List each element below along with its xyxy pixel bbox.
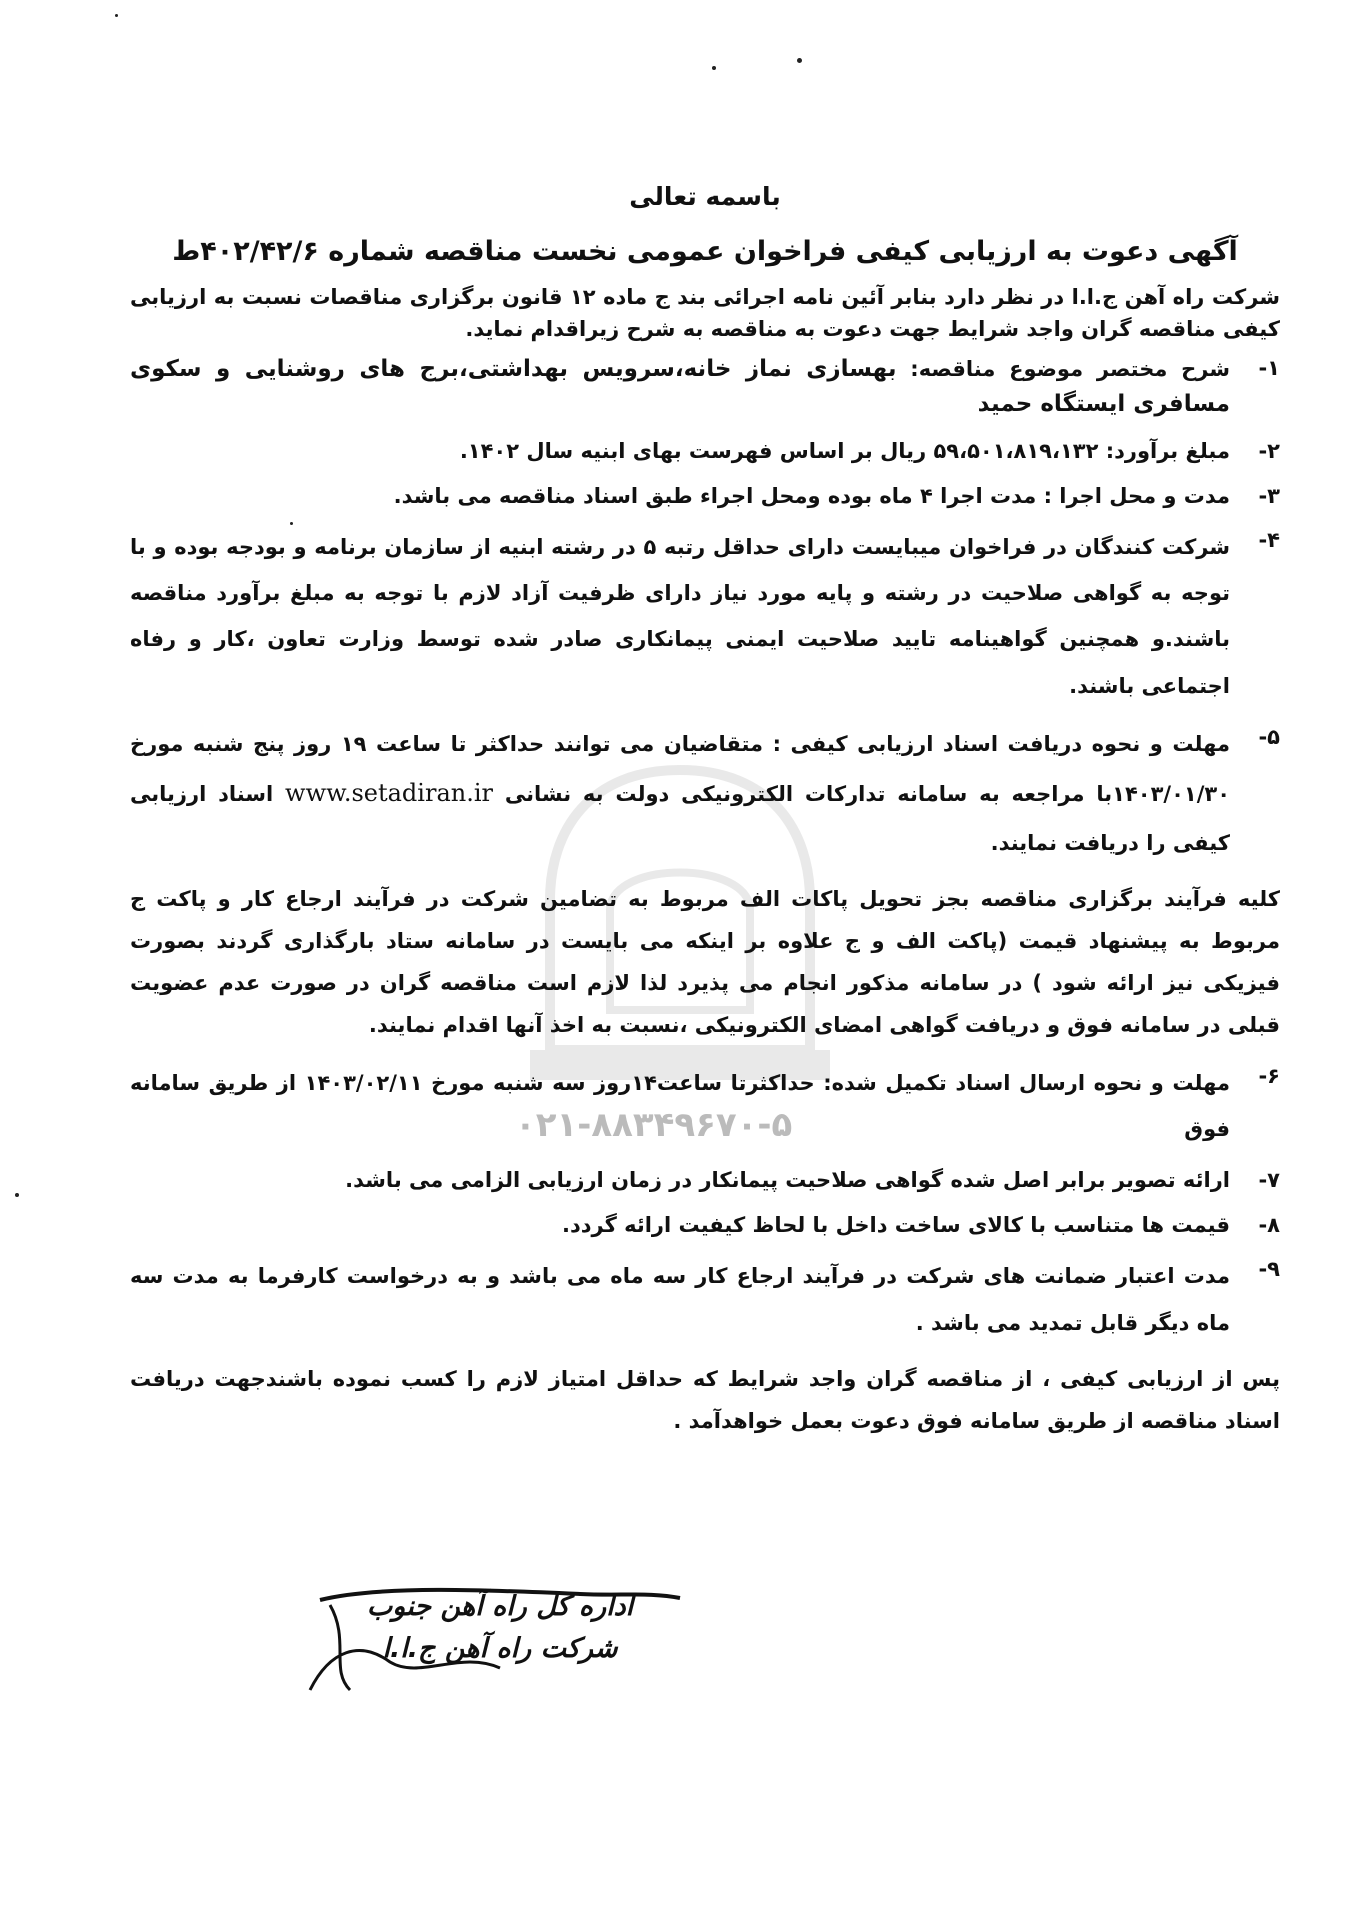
signature-line-1: اداره کل راه آهن جنوب	[366, 1591, 634, 1622]
item-text: مدت و محل اجرا : مدت اجرا ۴ ماه بوده ومحل اجراء طبق اسناد مناقصه می باشد.	[393, 483, 1230, 508]
signature-line-2: شرکت راه آهن ج.ا.ا	[382, 1632, 618, 1664]
item-text: مهلت و نحوه ارسال اسناد تکمیل شده: حداکثرتا ساعت۱۴روز سه شنبه مورخ ۱۴۰۳/۰۲/۱۱ از طریق سامانه فوق	[130, 1070, 1230, 1142]
item-text: شرکت کنندگان در فراخوان میبایست دارای حداقل رتبه ۵ در رشته ابنیه از سازمان برنامه و بودجه بوده و با توجه به گواهی صلاحیت در رشته و پایه مورد نیاز دارای ظرفیت آزاد لازم با توجه به مبلغ برآورد مناقصه باشند.و همچنین گواهینامه تایید صلاحیت ایمنی پیمانکاری صادر شده توسط وزارت تعاون ،کار و رفاه اجتماعی باشند.	[130, 535, 1231, 698]
item-number: ۶-	[1258, 1063, 1280, 1088]
item-text: ارائه تصویر برابر اصل شده گواهی صلاحیت پیمانکار در زمان ارزیابی الزامی می باشد.	[345, 1168, 1230, 1193]
scan-speck	[797, 58, 802, 63]
bismillah-heading: باسمه تعالی	[629, 182, 781, 211]
item-number: ۵-	[1258, 724, 1280, 749]
item-number: ۸-	[1258, 1212, 1280, 1237]
intro-paragraph: شرکت راه آهن ج.ا.ا در نظر دارد بنابر آئین نامه اجرائی بند ج ماده ۱۲ قانون برگزاری مناقصات نسبت به ارزیابی کیفی مناقصه گران واجد شرایط جهت دعوت به مناقصه به شرح زیراقدام نماید.	[130, 284, 1280, 342]
item-number: ۹-	[1258, 1257, 1280, 1282]
list-item	[130, 1164, 1280, 1197]
note-paragraph: کلیه فرآیند برگزاری مناقصه بجز تحویل پاکات الف مربوط به تضامین شرکت در فرآیند ارجاع کار و پاکت ج مربوط به پیشنهاد قیمت (پاکت الف و ج علاوه بر اینکه می بایست در سامانه ستاد بارگذاری گردند بصورت فیزیکی نیز ارائه شود ) در سامانه مذکور انجام می پذیرد لذا لازم است مناقصه گران در صورت عدم عضویت قبلی در سامانه فوق و دریافت گواهی امضای الکترونیکی ،نسبت به اخذ آنها اقدام نمایند.	[130, 886, 1280, 1037]
watermark-phone: ۰۲۱-۸۸۳۴۹۶۷۰-۵	[515, 1105, 793, 1145]
setadiran-link[interactable]: www.setadiran.ir	[285, 779, 493, 807]
closing-paragraph: پس از ارزیابی کیفی ، از مناقصه گران واجد شرایط که حداقل امتیاز لازم را کسب نموده باشندجهت دریافت اسناد مناقصه از طریق سامانه فوق دعوت بعمل خواهدآمد .	[130, 1366, 1280, 1433]
signature-block	[290, 1580, 710, 1700]
scan-speck	[15, 1193, 19, 1197]
list-item	[130, 1209, 1280, 1242]
item-number: ۱-	[1258, 355, 1280, 380]
item-subject: بهسازی نماز خانه،سرویس بهداشتی،برج های روشنایی و سکوی مسافری ایستگاه حمید	[130, 355, 1230, 418]
item-number: ۳-	[1258, 483, 1280, 508]
list-item	[130, 1060, 1280, 1152]
list-item	[130, 721, 1280, 866]
item-number: ۷-	[1258, 1168, 1280, 1193]
list-item	[130, 1253, 1280, 1345]
item-number: ۴-	[1258, 528, 1280, 553]
item-text: مهلت و نحوه دریافت اسناد ارزیابی کیفی : متقاضیان می توانند حداکثر تا ساعت ۱۹ روز پنج شنبه مورخ ۱۴۰۳/۰۱/۳۰با مراجعه به سامانه تدارکات الکترونیکی دولت به نشانی	[130, 731, 1231, 806]
item-text: مبلغ برآورد: ۵۹،۵۰۱،۸۱۹،۱۳۲ ریال بر اساس فهرست بهای ابنیه سال ۱۴۰۲.	[459, 438, 1230, 463]
list-item	[130, 480, 1280, 513]
list-item	[130, 352, 1280, 423]
scan-speck	[712, 66, 716, 70]
item-label: شرح مختصر موضوع مناقصه:	[910, 356, 1230, 381]
item-text: اسناد ارزیابی کیفی را دریافت نمایند.	[130, 782, 1230, 855]
item-text: مدت اعتبار ضمانت های شرکت در فرآیند ارجاع کار سه ماه می باشد و به درخواست کارفرما به مدت سه ماه دیگر قابل تمدید می باشد .	[130, 1264, 1230, 1335]
list-item	[130, 435, 1280, 468]
page-title: آگهی دعوت به ارزیابی کیفی فراخوان عمومی نخست مناقصه شماره ۴۰۲/۴۲/۶ط	[172, 235, 1238, 267]
item-number: ۲-	[1258, 438, 1280, 463]
announcement-body	[130, 178, 1280, 1448]
item-text: قیمت ها متناسب با کالای ساخت داخل با لحاظ کیفیت ارائه گردد.	[561, 1212, 1230, 1237]
list-item	[130, 524, 1280, 709]
scan-speck	[115, 14, 118, 17]
signature-scribble	[290, 1580, 710, 1700]
